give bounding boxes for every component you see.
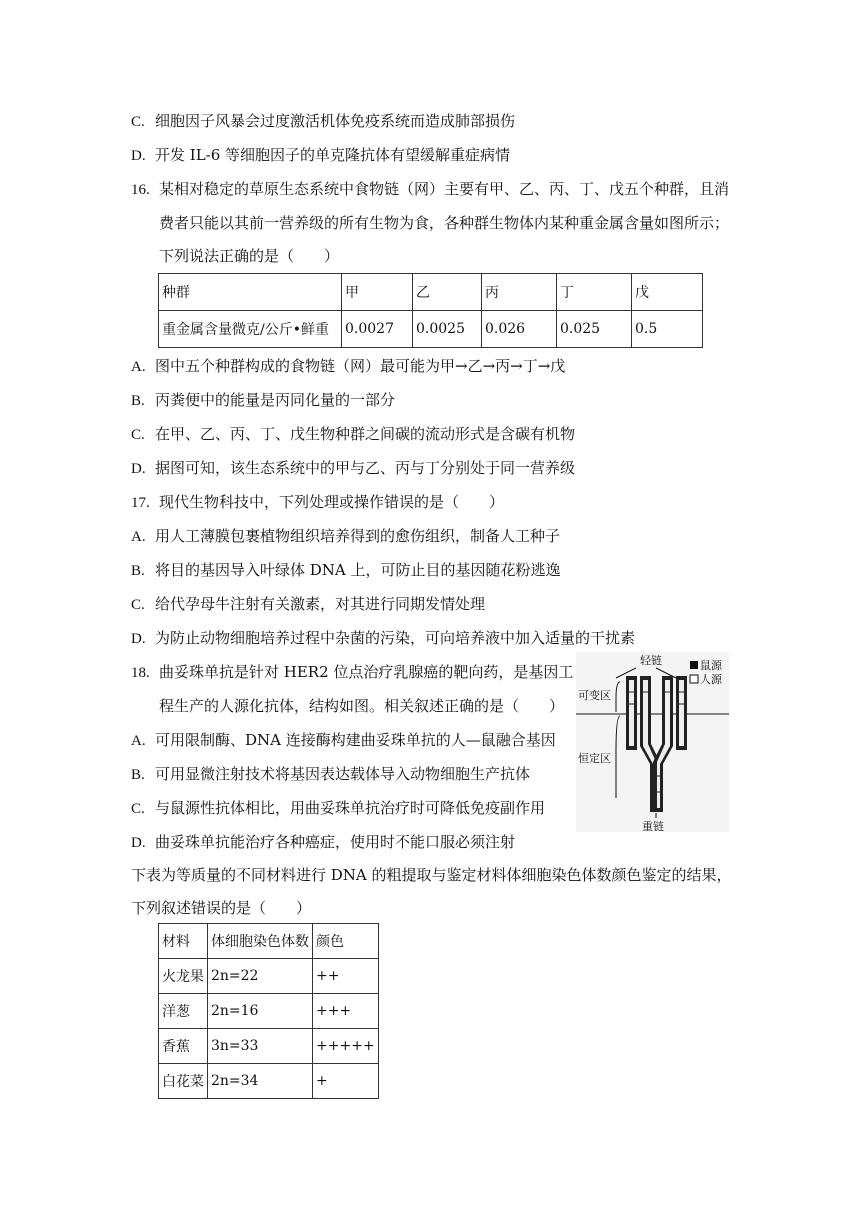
table-cell: +++++ <box>313 1029 379 1064</box>
table-cell: 2n=22 <box>208 959 313 994</box>
table-cell: 颜色 <box>313 924 379 959</box>
option-text: 给代孕母牛注射有关激素，对其进行同期发情处理 <box>155 595 486 613</box>
q17-stem <box>131 492 504 513</box>
question-number: 18. <box>131 665 150 681</box>
table-cell: 2n=16 <box>208 994 313 1029</box>
option-letter: D. <box>131 148 146 164</box>
q19-table <box>158 923 379 1099</box>
q16-stem-line-1 <box>131 179 729 200</box>
table-cell: 火龙果 <box>159 959 208 994</box>
q17-option-b <box>131 560 561 581</box>
option-text: 开发 IL-6 等细胞因子的单克隆抗体有望缓解重症病情 <box>155 146 511 164</box>
heavy-chain-label: 重链 <box>642 820 664 832</box>
option-text: 在甲、乙、丙、丁、戊生物种群之间碳的流动形式是含碳有机物 <box>155 425 576 443</box>
legend-human-swatch <box>690 675 698 683</box>
q16-stem-line-2: 费者只能以其前一营养级的所有生物为食，各种群生物体内某种重金属含量如图所示； <box>159 214 730 232</box>
option-letter: A. <box>131 733 146 749</box>
q16-option-b <box>131 390 395 411</box>
table-cell: 洋葱 <box>159 994 208 1029</box>
option-letter: D. <box>131 631 146 647</box>
option-text: 为防止动物细胞培养过程中杂菌的污染，可向培养液中加入适量的干扰素 <box>155 629 636 647</box>
option-letter: C. <box>131 427 145 443</box>
table-cell: 3n=33 <box>208 1029 313 1064</box>
q17-option-d <box>131 628 635 649</box>
q16-stem-line-3: 下列说法正确的是（ ） <box>159 247 340 265</box>
q18-option-b <box>131 764 530 785</box>
q16-option-a <box>131 356 565 377</box>
option-letter: B. <box>131 393 145 409</box>
question-number: 16. <box>131 182 150 198</box>
q16-option-c <box>131 424 575 445</box>
light-chain-right-inner <box>679 680 684 746</box>
legend-mouse-label: 鼠源 <box>700 659 722 672</box>
table-cell: 丁 <box>557 274 632 311</box>
light-chain-left-inner <box>629 680 634 746</box>
q18-option-c <box>131 798 545 819</box>
table-cell: 2n=34 <box>208 1064 313 1099</box>
table-cell: 材料 <box>159 924 208 959</box>
option-letter: B. <box>131 767 145 783</box>
option-letter: D. <box>131 461 146 477</box>
table-cell: 甲 <box>342 274 413 311</box>
q16-option-d <box>131 458 575 479</box>
table-cell: 体细胞染色体数 <box>208 924 313 959</box>
variable-region-label: 可变区 <box>578 689 611 702</box>
option-letter: B. <box>131 563 145 579</box>
constant-region-label: 恒定区 <box>578 752 611 765</box>
q17-option-a <box>131 526 560 547</box>
stem-text: 某相对稳定的草原生态系统中食物链（网）主要有甲、乙、丙、丁、戊五个种群，且消 <box>159 180 730 198</box>
table-row <box>159 1029 379 1064</box>
light-chain-label: 轻链 <box>640 654 662 667</box>
question-number: 17. <box>131 495 150 511</box>
q17-option-c <box>131 594 485 615</box>
q15-option-c <box>131 111 515 132</box>
q19-stem-line-1: 下表为等质量的不同材料进行 DNA 的粗提取与鉴定材料体细胞染色体数颜色鉴定的结果， <box>131 866 732 884</box>
option-letter: A. <box>131 529 146 545</box>
table-cell: 丙 <box>482 274 557 311</box>
table-cell: 乙 <box>413 274 482 311</box>
q18-option-d <box>131 832 515 853</box>
option-letter: A. <box>131 359 146 375</box>
table-row <box>159 1064 379 1099</box>
table-cell: +++ <box>313 994 379 1029</box>
legend-mouse-swatch <box>690 661 698 669</box>
option-text: 将目的基因导入叶绿体 DNA 上，可防止目的基因随花粉逃逸 <box>155 561 561 579</box>
legend-human-label: 人源 <box>700 673 722 686</box>
antibody-structure-figure <box>576 652 729 832</box>
option-text: 可用显微注射技术将基因表达载体导入动物细胞生产抗体 <box>155 765 531 783</box>
option-letter: C. <box>131 801 145 817</box>
q16-table <box>158 273 703 348</box>
table-row <box>159 994 379 1029</box>
table-cell: 0.025 <box>557 311 632 348</box>
table-cell: 0.0025 <box>413 311 482 348</box>
table-cell: 0.5 <box>632 311 703 348</box>
table-cell: 白花菜 <box>159 1064 208 1099</box>
q18-stem-line-2: 程生产的人源化抗体，结构如图。相关叙述正确的是（ ） <box>159 697 565 715</box>
stem-text: 现代生物科技中，下列处理或操作错误的是（ ） <box>159 493 505 511</box>
table-cell: + <box>313 1064 379 1099</box>
q15-option-d <box>131 145 510 166</box>
table-cell: 0.026 <box>482 311 557 348</box>
q19-stem-line-2: 下列叙述错误的是（ ） <box>131 899 312 917</box>
option-letter: C. <box>131 114 145 130</box>
option-text: 据图可知，该生态系统中的甲与乙、丙与丁分别处于同一营养级 <box>155 459 576 477</box>
table-cell: 重金属含量微克/公斤•鲜重 <box>159 311 342 348</box>
table-row <box>159 311 703 348</box>
option-text: 与鼠源性抗体相比，用曲妥珠单抗治疗时可降低免疫副作用 <box>155 799 546 817</box>
table-cell: ++ <box>313 959 379 994</box>
table-header-row <box>159 924 379 959</box>
table-row <box>159 959 379 994</box>
option-text: 细胞因子风暴会过度激活机体免疫系统而造成肺部损伤 <box>155 112 516 130</box>
table-header-row <box>159 274 703 311</box>
option-letter: D. <box>131 835 146 851</box>
q18-stem-line-1 <box>131 662 573 683</box>
stem-text: 曲妥珠单抗是针对 HER2 位点治疗乳腺癌的靶向药，是基因工 <box>159 663 574 681</box>
table-cell: 香蕉 <box>159 1029 208 1064</box>
table-cell: 0.0027 <box>342 311 413 348</box>
option-letter: C. <box>131 597 145 613</box>
table-cell: 种群 <box>159 274 342 311</box>
option-text: 图中五个种群构成的食物链（网）最可能为甲→乙→丙→丁→戊 <box>155 357 566 375</box>
q18-option-a <box>131 730 556 751</box>
table-cell: 戊 <box>632 274 703 311</box>
option-text: 丙粪便中的能量是丙同化量的一部分 <box>155 391 396 409</box>
option-text: 可用限制酶、DNA 连接酶构建曲妥珠单抗的人—鼠融合基因 <box>155 731 556 749</box>
option-text: 用人工薄膜包裹植物组织培养得到的愈伤组织，制备人工种子 <box>155 527 561 545</box>
option-text: 曲妥珠单抗能治疗各种癌症，使用时不能口服必须注射 <box>155 833 516 851</box>
